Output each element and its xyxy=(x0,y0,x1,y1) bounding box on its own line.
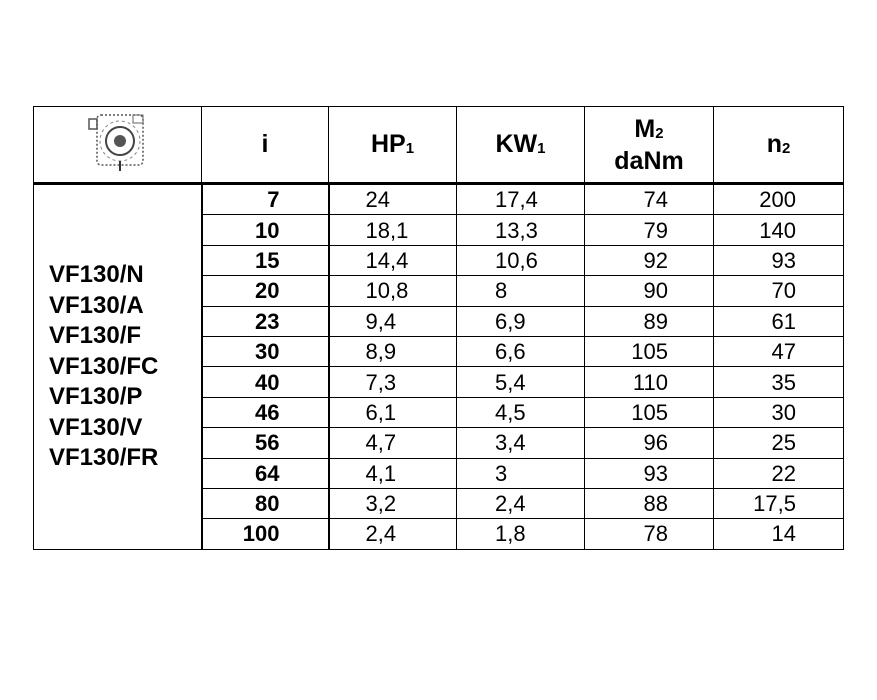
m2-cell: 110 xyxy=(585,367,714,397)
model-name: VF130/A xyxy=(49,291,144,319)
n2-cell: 14 xyxy=(714,519,844,549)
table-row xyxy=(34,184,844,215)
header-ratio: i xyxy=(202,107,329,184)
ratio-cell: 10 xyxy=(202,215,329,245)
kw1-cell: 2,4 xyxy=(457,488,585,518)
n2-cell: 35 xyxy=(714,367,844,397)
hp1-cell: 4,1 xyxy=(329,458,457,488)
ratio-cell: 20 xyxy=(202,276,329,306)
spec-table-container xyxy=(33,106,843,550)
hp1-cell: 4,7 xyxy=(329,428,457,458)
hp1-cell: 8,9 xyxy=(329,336,457,366)
hp1-cell: 24 xyxy=(329,184,457,215)
ratio-cell: 100 xyxy=(202,519,329,549)
kw1-cell: 17,4 xyxy=(457,184,585,215)
hp1-cell: 18,1 xyxy=(329,215,457,245)
m2-cell: 89 xyxy=(585,306,714,336)
header-kw1: $KW_1$ xyxy=(457,107,585,184)
table-header-row xyxy=(34,107,844,184)
ratio-cell: 80 xyxy=(202,488,329,518)
ratio-cell: 56 xyxy=(202,428,329,458)
m2-cell: 105 xyxy=(585,336,714,366)
n2-cell: 17,5 xyxy=(714,488,844,518)
kw1-cell: 8 xyxy=(457,276,585,306)
ratio-cell: 46 xyxy=(202,397,329,427)
model-name: VF130/F xyxy=(49,322,142,350)
n2-cell: 47 xyxy=(714,336,844,366)
kw1-cell: 10,6 xyxy=(457,245,585,275)
kw1-cell: 6,9 xyxy=(457,306,585,336)
n2-cell: 93 xyxy=(714,245,844,275)
m2-cell: 78 xyxy=(585,519,714,549)
header-icon-cell xyxy=(34,107,202,184)
kw1-cell: 3,4 xyxy=(457,428,585,458)
hp1-cell: 7,3 xyxy=(329,367,457,397)
hp1-cell: 2,4 xyxy=(329,519,457,549)
model-list-cell xyxy=(34,184,202,550)
ratio-cell: 30 xyxy=(202,336,329,366)
model-name: VF130/N xyxy=(49,261,144,289)
m2-cell: 96 xyxy=(585,428,714,458)
n2-cell: 200 xyxy=(714,184,844,215)
hp1-cell: 10,8 xyxy=(329,276,457,306)
model-name: VF130/V xyxy=(49,413,143,441)
hp1-cell: 14,4 xyxy=(329,245,457,275)
n2-cell: 25 xyxy=(714,428,844,458)
m2-cell: 79 xyxy=(585,215,714,245)
n2-cell: 30 xyxy=(714,397,844,427)
n2-cell: 140 xyxy=(714,215,844,245)
header-hp1: $HP_1$ xyxy=(329,107,457,184)
kw1-cell: 13,3 xyxy=(457,215,585,245)
table-body xyxy=(34,184,844,550)
hp1-cell: 3,2 xyxy=(329,488,457,518)
m2-cell: 88 xyxy=(585,488,714,518)
ratio-cell: 40 xyxy=(202,367,329,397)
kw1-cell: 3 xyxy=(457,458,585,488)
m2-cell: 92 xyxy=(585,245,714,275)
gear-reducer-icon xyxy=(83,109,153,173)
header-m2: $M_2$ daNm xyxy=(585,107,714,184)
kw1-cell: 4,5 xyxy=(457,397,585,427)
n2-cell: 61 xyxy=(714,306,844,336)
hp1-cell: 6,1 xyxy=(329,397,457,427)
hp1-cell: 9,4 xyxy=(329,306,457,336)
gear-ratio-table xyxy=(33,106,844,550)
m2-cell: 74 xyxy=(585,184,714,215)
m2-cell: 105 xyxy=(585,397,714,427)
model-name: VF130/FR xyxy=(49,444,159,472)
model-name: VF130/FC xyxy=(49,352,159,380)
n2-cell: 70 xyxy=(714,276,844,306)
ratio-cell: 64 xyxy=(202,458,329,488)
kw1-cell: 1,8 xyxy=(457,519,585,549)
header-n2: $n_2$ xyxy=(714,107,844,184)
kw1-cell: 6,6 xyxy=(457,336,585,366)
m2-cell: 90 xyxy=(585,276,714,306)
n2-cell: 22 xyxy=(714,458,844,488)
ratio-cell: 15 xyxy=(202,245,329,275)
m2-cell: 93 xyxy=(585,458,714,488)
ratio-cell: 23 xyxy=(202,306,329,336)
ratio-cell: 7 xyxy=(202,184,329,215)
model-name: VF130/P xyxy=(49,383,143,411)
kw1-cell: 5,4 xyxy=(457,367,585,397)
